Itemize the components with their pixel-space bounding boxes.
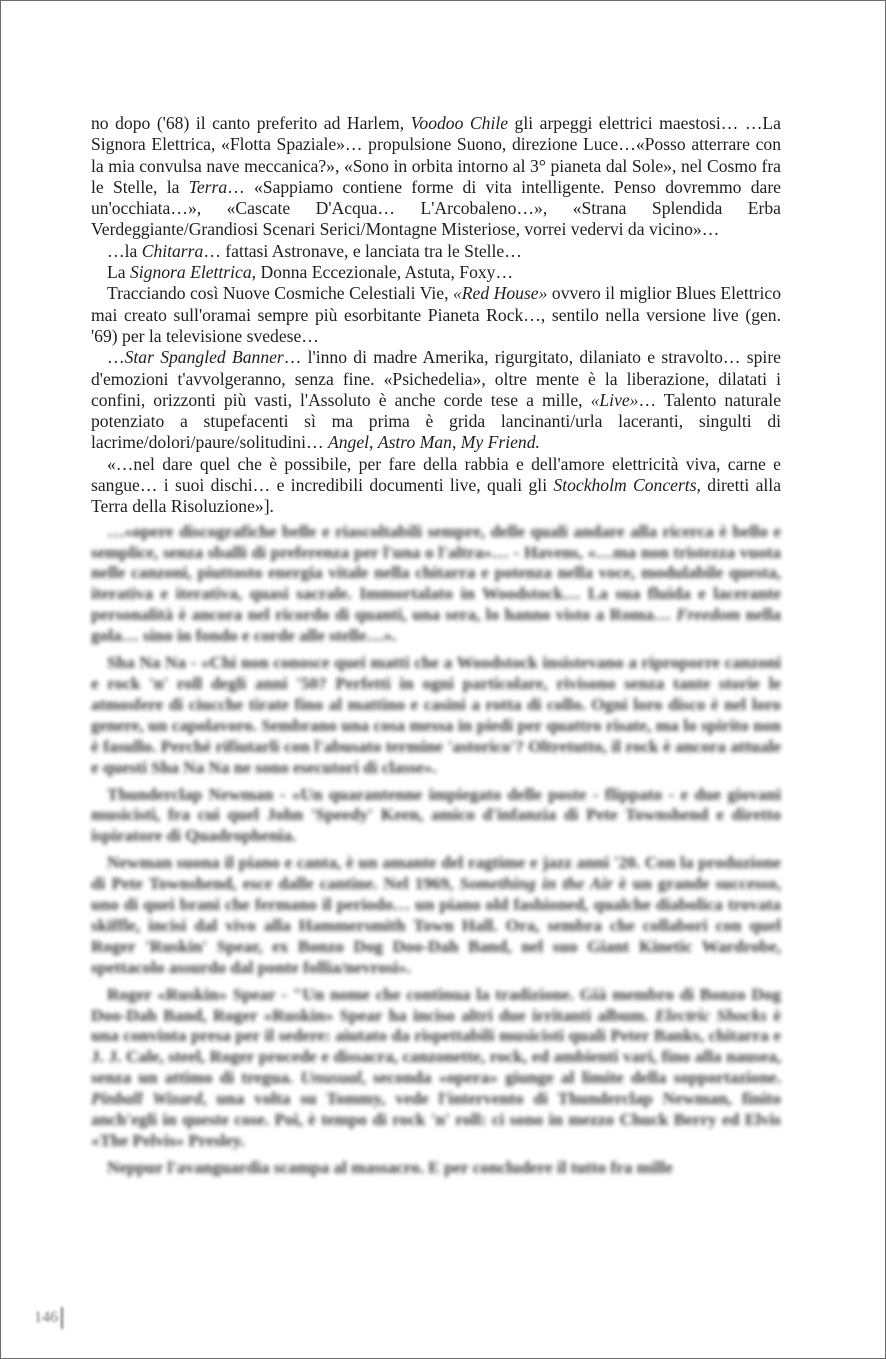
- body-text-blurred: [91, 522, 781, 1179]
- page-footer: [34, 1307, 63, 1329]
- text-run: Sha Na Na - «Chi non conosce quei matti che a Woodstock insistevano a riproporre canzoni e rock 'n' roll degli anni '50? Perfetti in ogni particolare, rivisono senza tante storie le atmosfere di ciucche tirate fino al mattino e casini a rotta di collo. Ogni loro disco è nel loro genere, un capolavoro. Sembrano una cosa messa in piedi per quattro risate, ma lo spirito non è fasullo. Perché rifiutarli con l'abusato termine 'astorico'? Oltretutto, il rock è ancora attuale e questi Sha Na Na ne sono esecutori di classe».: [91, 653, 781, 777]
- paragraph: [91, 241, 781, 262]
- paragraph: [91, 1158, 781, 1179]
- italic-text: My Friend.: [460, 432, 540, 453]
- text-run: … l'inno di madre Amerika, rigurgitato, dilaniato e stravolto… spire d'emozioni t'avvolgeranno, senza fine. «Psichedelia», oltre mente è la liberazione, dilatati i confini, orizzonti più vasti, l'Assoluto è anche corde tese a mille,: [91, 347, 781, 410]
- italic-text: Signora Elettrica: [129, 262, 252, 283]
- text-run: … «Sappiamo contiene forme di vita intelligente. Penso dovremmo dare un'occhiata…», «Cascate D'Acqua… L'Arcobaleno…», «Strana Splendida Erba Verdeggiante/Grandiosi Scenari Serici/Montagne Misteriose, vorrei vedervi da vicino»…: [91, 176, 781, 240]
- paragraph: [91, 853, 781, 978]
- italic-text: Astro Man: [377, 432, 452, 453]
- text-run: Roger «Ruskin» Spear - "Un nome che continua la tradizione. Già membro di Bonzo Dog Doo-Dah Band, Roger «Ruskin» Spear ha inciso altri due irritanti album.: [91, 984, 781, 1025]
- italic-text: Stockholm Concerts: [553, 475, 697, 496]
- paragraph: [91, 985, 781, 1152]
- text-run: …: [107, 347, 125, 368]
- text-run: Tracciando così Nuove Cosmiche Celestiali Vie,: [107, 283, 453, 304]
- text-run: ovvero il miglior Blues Elettrico mai creato sull'oramai sempre più esorbitante Pianeta Rock…, sentilo nella versione live (gen. '69) per la televisione svedese…: [91, 283, 781, 346]
- italic-text: Unusual: [300, 1068, 362, 1088]
- text-run: … fattasi Astronave, e lanciata tra le Stelle…: [203, 240, 522, 261]
- text-run: è una convinta presa per il sedere: aiutato da rispettabili musicisti quali Peter Banks, chitarra e J. J. Cale, steel, Roger procede e dissacra, canzonette, rock, ed ambienti vari, fino alla nausea, senza un attimo di tregua.: [91, 1005, 781, 1088]
- paragraph: [91, 454, 781, 518]
- italic-text: Angel: [327, 432, 370, 453]
- paragraph: [91, 347, 781, 453]
- text-run: no dopo ('68) il canto preferito ad Harlem,: [91, 113, 411, 133]
- paragraph: [91, 522, 781, 647]
- text-run: Newman suona il piano e canta, è un amante del ragtime e jazz anni '20. Con la produzione di Pete Townshend, esce dalle cantine. Nel 1969,: [91, 853, 781, 894]
- paragraph: [91, 262, 781, 283]
- text-run: La: [107, 262, 130, 283]
- body-text-legible: [91, 113, 781, 518]
- page-number-rule: [61, 1307, 63, 1329]
- italic-text: Chitarra: [141, 240, 204, 261]
- text-run: Neppur l'avanguardia scampa al massacro. E per concludere il tutto fra mille: [107, 1157, 673, 1177]
- italic-text: Terra: [188, 176, 228, 197]
- text-run: «…nel dare quel che è possibile, per fare della rabbia e dell'amore elettricità viva, carne e sangue… i suoi dischi… e incredibili documenti live, quali gli: [91, 453, 781, 496]
- paragraph: [91, 653, 781, 778]
- italic-text: «Live»: [590, 389, 639, 410]
- text-run: …la: [107, 240, 142, 261]
- italic-text: «Red House»: [453, 283, 548, 304]
- paragraph: [91, 785, 781, 848]
- text-run: è un grande successo, uno di quei brani che fermano il periodo… un piano old fashioned, qualche diabolica trovata skiffle, incisi dal vivo alla Hammersmith Town Hall. Ora, sembra che collabori con quel Roger 'Ruskin' Spear, ex Bonzo Dog Doo-Dah Band, nel suo Giant Kinetic Wardrobe, spettacolo assurdo dal ponte follia/nevrosi».: [91, 874, 781, 977]
- italic-text: Voodoo Chile: [410, 113, 509, 133]
- text-run: Thunderclap Newman - «Un quarantenne impiegato delle poste - flippato - e due giovani musicisti, fra cui quel John 'Speedy' Keen, amico d'infanzia di Pete Townshend e diretto ispiratore di Quadrophenia.: [91, 784, 781, 846]
- italic-text: Freedom: [676, 605, 741, 625]
- text-run: nella gola… sino in fondo e corde alle stelle…».: [91, 605, 781, 646]
- italic-text: Something in the Air: [459, 874, 613, 894]
- italic-text: Electric Shocks: [654, 1005, 768, 1025]
- text-run: ,: [369, 432, 378, 453]
- text-run: ,: [451, 432, 461, 453]
- italic-text: Star Spangled Banner: [124, 347, 284, 368]
- text-run: gli arpeggi elettrici maestosi… …La Signora Elettrica, «Flotta Spaziale»… propulsione Suono, direzione Luce…«Posso atterrare con la mia convulsa nave meccanica?», «Sono in orbita intorno al 3° pianeta dal Sole», nel Cosmo fra le Stelle, la: [91, 113, 781, 197]
- paragraph: [91, 283, 781, 347]
- text-run: , seconda «opera» giunge al limite della sopportazione.: [361, 1068, 781, 1088]
- text-column: [91, 113, 781, 1185]
- text-run: …«opere discografiche belle e riascoltabili sempre, delle quali andare alla ricerca è bello e semplice, senza sballi di preferenza per l'una o l'altra»… - Havens, «…ma non tristezza vuota nelle canzoni, piuttosto energia vitale nella chitarra e potenza nella voce, modulabile questa, iterativa e iterativa, quasi sacrale. Immortalato in Woodstock… La sua fluida e lacerante personalità è ancora nel ricordo di quanti, una sera, lo hanno visto a Roma…: [91, 521, 781, 625]
- paragraph: [91, 113, 781, 241]
- text-run: … Talento naturale potenziato a stupefacenti sì ma prima è grida lancinanti/urla laceranti, singulti di lacrime/dolori/paure/solitudini…: [91, 389, 782, 453]
- text-run: , diretti alla Terra della Risoluzione»].: [91, 475, 781, 517]
- italic-text: Pinball Wizard: [91, 1089, 203, 1109]
- text-run: , Donna Eccezionale, Astuta, Foxy…: [251, 262, 514, 283]
- text-run: , una volta su Tommy, vede l'intervento di Thunderclap Newman, finito anch'egli in queste cose. Poi, è tempo di rock 'n' roll: ci sono in mezzo Chuck Berry ed Elvis «The Pelvis» Presley.: [91, 1089, 781, 1151]
- page-number: 146: [34, 1309, 58, 1326]
